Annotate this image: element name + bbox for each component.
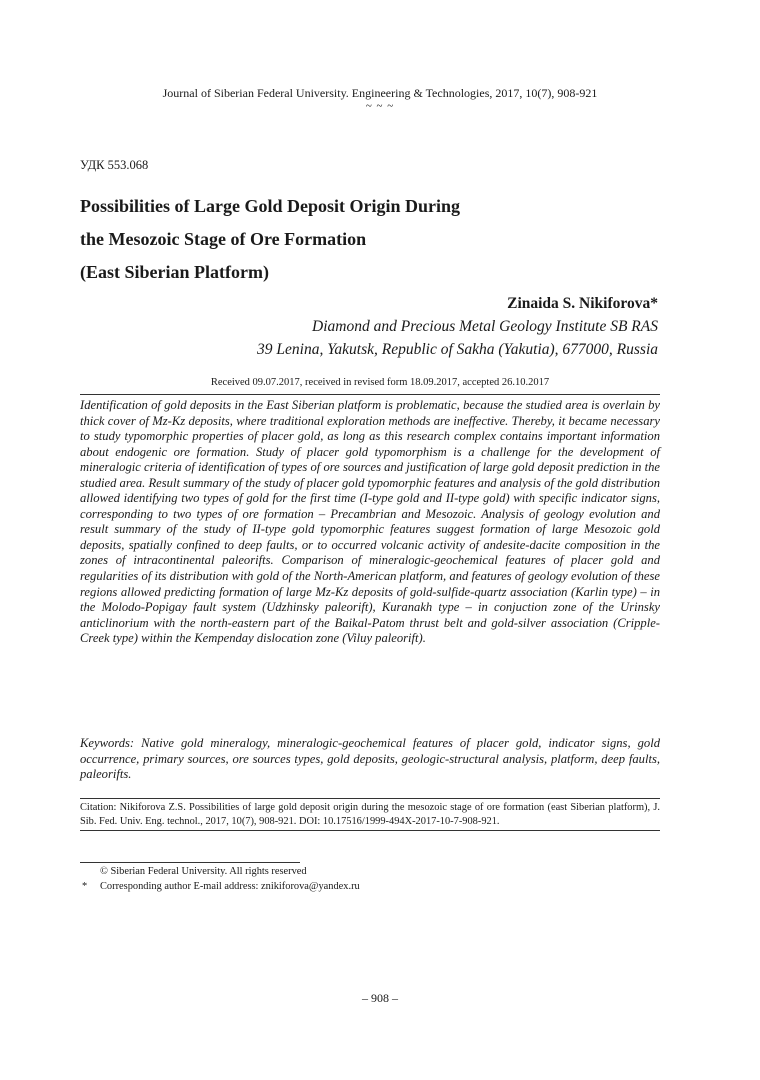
header-ornament: ~ ~ ~ bbox=[365, 100, 395, 112]
affiliation-address: 39 Lenina, Yakutsk, Republic of Sakha (Yakutia), 677000, Russia bbox=[257, 341, 658, 358]
divider bbox=[80, 798, 660, 799]
journal-header: Journal of Siberian Federal University. Engineering & Technologies, 2017, 10(7), 908-921 bbox=[162, 86, 598, 100]
abstract: Identification of gold deposits in the East Siberian platform is problematic, because the studied area is overlain by thick cover of Mz-Kz deposits, where traditional exploration methods are ineffective. Thereby, it became necessary to study typomorphic properties of placer gold, as long as this research complex contains important information about endogenic ore formation. Study of placer gold typomorphism is a challenge for the development of mineralogic criteria of identification of types of ore sources and justification of large gold deposit prediction in the studied area. Result summary of the study of placer gold typomorphic features and analysis of the gold distribution allowed identifying two types of gold for the first time (I-type gold and II-type gold) with specific indicator signs, corresponding to two types of ore formation – Precambrian and Mesozoic. Analysis of geology evolution and result summary of the study of II-type gold typomorphic features suggest formation of large Mesozoic gold deposits, spatially confined to deep faults, or to occurred volcanic activity of andesite-dacite composition in the zones of intracontinental paleorifts. Comparison of mineralogic-geochemical features of placer gold and regularities of its distribution with gold of the North-American platform, and features of geology evolution of these regions allowed predicting formation of large Mz-Kz deposits of gold-sulfide-quartz association (Karlin type) – in the Molodo-Popigay fault system (Udzhinsky paleorift), Kuranakh type – in conjuction zone of the Urinsky anticlinorium with the north-eastern part of the Baikal-Patom thrust belt and gold-silver association (Cripple-Creek type) within the Kempenday dislocation zone (Viluy paleorift). bbox=[80, 398, 660, 646]
udk-code: УДК 553.068 bbox=[80, 158, 149, 172]
corresponding-author-footnote: Corresponding author E-mail address: znikiforova@yandex.ru bbox=[100, 881, 360, 892]
footnote-mark: * bbox=[82, 881, 88, 892]
title-line: Possibilities of Large Gold Deposit Origin During bbox=[80, 196, 461, 216]
divider bbox=[80, 394, 660, 395]
author-name: Zinaida S. Nikiforova* bbox=[507, 295, 658, 312]
citation: Citation: Nikiforova Z.S. Possibilities of large gold deposit origin during the mesozoic stage of ore formation (east Siberian platform), J. Sib. Fed. Univ. Eng. technol., 2017, 10(7), 908-921. DOI: 10.17516/1999-494X-2017-10-7-908-921. bbox=[80, 802, 660, 827]
affiliation-institute: Diamond and Precious Metal Geology Institute SB RAS bbox=[312, 318, 658, 335]
divider bbox=[80, 830, 660, 831]
title-line: (East Siberian Platform) bbox=[80, 262, 269, 282]
title-line: the Mesozoic Stage of Ore Formation bbox=[80, 229, 367, 249]
paper-title bbox=[80, 190, 640, 289]
copyright-footnote: © Siberian Federal University. All rights reserved bbox=[100, 866, 307, 877]
received-dates: Received 09.07.2017, received in revised form 18.09.2017, accepted 26.10.2017 bbox=[210, 377, 550, 388]
footnote-divider bbox=[80, 862, 300, 863]
keywords: Keywords: Native gold mineralogy, mineralogic-geochemical features of placer gold, indicator signs, gold occurrence, primary sources, ore sources types, gold deposits, geologic-structural analysis, platform, deep faults, paleorifts. bbox=[80, 736, 660, 782]
page-number: – 908 – bbox=[362, 991, 398, 1005]
